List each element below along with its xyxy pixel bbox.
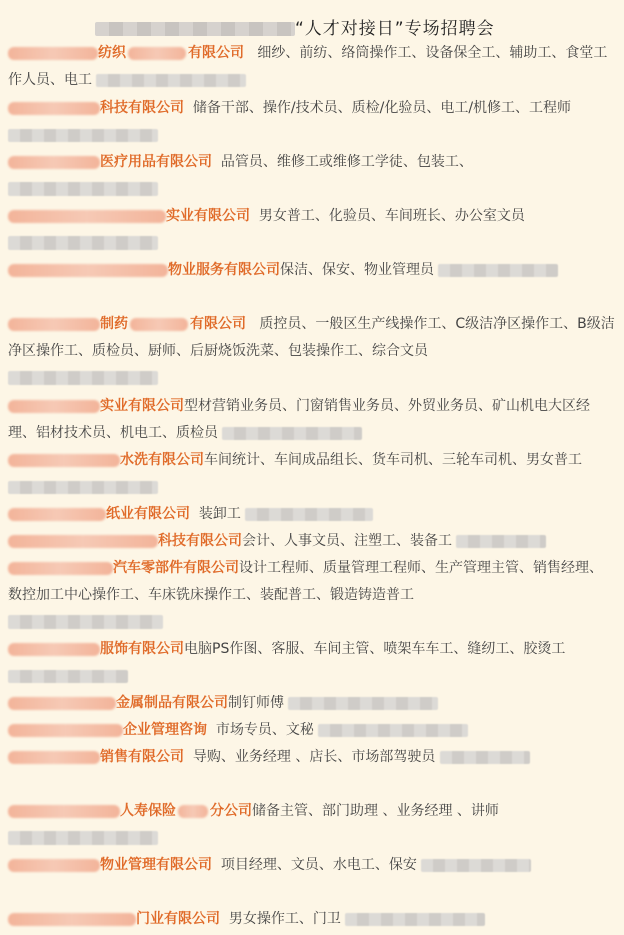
company-name: 科技有限公司 [100, 100, 184, 116]
redacted-contact [8, 129, 158, 142]
redacted-title-prefix [95, 22, 295, 36]
redacted-company-prefix [8, 210, 166, 223]
company-name: 纺织 [98, 45, 126, 61]
company-suffix: 有限公司 [188, 45, 244, 61]
company-name: 水洗有限公司 [120, 452, 204, 468]
redacted-company-prefix [8, 805, 120, 818]
company-name: 物业服务有限公司 [168, 262, 280, 278]
redacted-contact [8, 670, 128, 683]
job-list: 男女操作工、门卫 [228, 911, 341, 927]
job-list: 装卸工 [198, 506, 241, 522]
redacted-company-prefix [8, 535, 158, 548]
list-item [8, 636, 616, 690]
list-item [8, 149, 616, 196]
redacted-contact [440, 751, 530, 764]
redacted-company-prefix [8, 724, 123, 737]
job-list: 细纱、前纺、络筒操作工、设备保全工、辅助工、食堂工作人员、电工 [8, 45, 608, 88]
redacted-contact [245, 508, 373, 521]
list-item [8, 528, 616, 555]
job-list: 品管员、维修工或维修工学徒、包装工、 [220, 154, 473, 170]
redacted-company-prefix [8, 454, 120, 467]
redacted-contact [318, 724, 468, 737]
job-list: 会计、人事文员、注塑工、装备工 [242, 533, 452, 549]
job-list: 市场专员、文秘 [215, 722, 314, 738]
redacted-company-prefix [8, 318, 100, 331]
company-name: 汽车零部件有限公司 [113, 560, 239, 576]
company-suffix: 有限公司 [190, 316, 246, 332]
list-item [8, 447, 616, 501]
list-item [8, 311, 616, 385]
redacted-company-prefix [8, 913, 136, 926]
job-list: 储备主管、部门助理 、业务经理 、讲师 [252, 803, 499, 819]
company-name: 科技有限公司 [158, 533, 242, 549]
list-item [8, 906, 616, 933]
redacted-company-prefix [8, 264, 168, 277]
job-list: 储备干部、操作/技术员、质检/化验员、电工/机修工、工程师 [192, 100, 572, 116]
list-item [8, 798, 616, 845]
redacted-contact [8, 236, 158, 250]
redacted-contact [96, 74, 246, 87]
redacted-company-prefix [8, 562, 113, 575]
redacted-company-middle [128, 47, 186, 60]
company-name: 物业管理有限公司 [100, 857, 212, 873]
list-item [8, 555, 616, 629]
company-name: 企业管理咨询 [123, 722, 207, 738]
list-item [8, 690, 616, 717]
redacted-company-prefix [8, 643, 100, 656]
list-item [8, 95, 616, 149]
company-name: 金属制品有限公司 [116, 695, 228, 711]
redacted-contact [288, 697, 438, 710]
list-item [8, 393, 616, 447]
company-name: 人寿保险 [120, 803, 176, 819]
redacted-contact [8, 615, 163, 629]
company-name: 销售有限公司 [100, 749, 184, 765]
redacted-contact [8, 481, 158, 494]
list-item [8, 717, 616, 744]
redacted-contact [8, 371, 158, 385]
page-title: “人才对接日”专场招聘会 [295, 19, 495, 39]
job-list: 设计工程师、质量管理工程师、生产管理主管、销售经理、数控加工中心操作工、车床铣床操作工、装配普工、锻造铸造普工 [8, 560, 603, 603]
redacted-company-prefix [8, 156, 100, 169]
list-item [8, 852, 616, 879]
company-name: 门业有限公司 [136, 911, 220, 927]
redacted-company-prefix [8, 508, 106, 521]
job-list: 保洁、保安、物业管理员 [280, 262, 434, 278]
redacted-contact [8, 182, 158, 196]
company-suffix: 分公司 [210, 803, 252, 819]
job-list: 导购、业务经理 、店长、市场部驾驶员 [192, 749, 436, 765]
job-list: 制钉师傅 [228, 695, 284, 711]
redacted-company-middle [130, 318, 188, 331]
job-list: 项目经理、文员、水电工、保安 [220, 857, 417, 873]
job-list: 车间统计、车间成品组长、货车司机、三轮车司机、男女普工 [204, 452, 582, 468]
list-item [8, 744, 616, 771]
company-name: 实业有限公司 [100, 398, 184, 414]
redacted-contact [222, 427, 362, 440]
job-list: 男女普工、化验员、车间班长、办公室文员 [258, 208, 525, 224]
company-name: 纸业有限公司 [106, 506, 190, 522]
list-item [8, 257, 616, 284]
page-title-row [0, 14, 624, 39]
company-name: 服饰有限公司 [100, 641, 184, 657]
company-name: 制药 [100, 316, 128, 332]
redacted-contact [456, 535, 546, 548]
redacted-company-prefix [8, 751, 100, 764]
job-list: 电脑PS作图、客服、车间主管、喷架车车工、缝纫工、胶烫工 [184, 641, 566, 657]
list-item [8, 40, 616, 94]
redacted-contact [421, 859, 531, 872]
redacted-company-prefix [8, 859, 100, 872]
redacted-company-prefix [8, 400, 100, 413]
list-item [8, 501, 616, 528]
redacted-contact [8, 831, 158, 845]
redacted-contact [345, 913, 485, 926]
redacted-contact [438, 264, 558, 277]
redacted-company-prefix [8, 47, 98, 60]
list-item [8, 203, 616, 250]
company-name: 实业有限公司 [166, 208, 250, 224]
redacted-company-middle [178, 805, 208, 818]
job-list: 型材营销业务员、门窗销售业务员、外贸业务员、矿山机电大区经理、铝材技术员、机电工、质检员 [8, 398, 590, 441]
redacted-company-prefix [8, 697, 116, 710]
redacted-company-prefix [8, 102, 100, 115]
job-list: 质控员、一般区生产线操作工、C级洁净区操作工、B级洁净区操作工、质检员、厨师、后厨烧饭洗菜、包装操作工、综合文员 [8, 316, 615, 359]
company-name: 医疗用品有限公司 [100, 154, 212, 170]
